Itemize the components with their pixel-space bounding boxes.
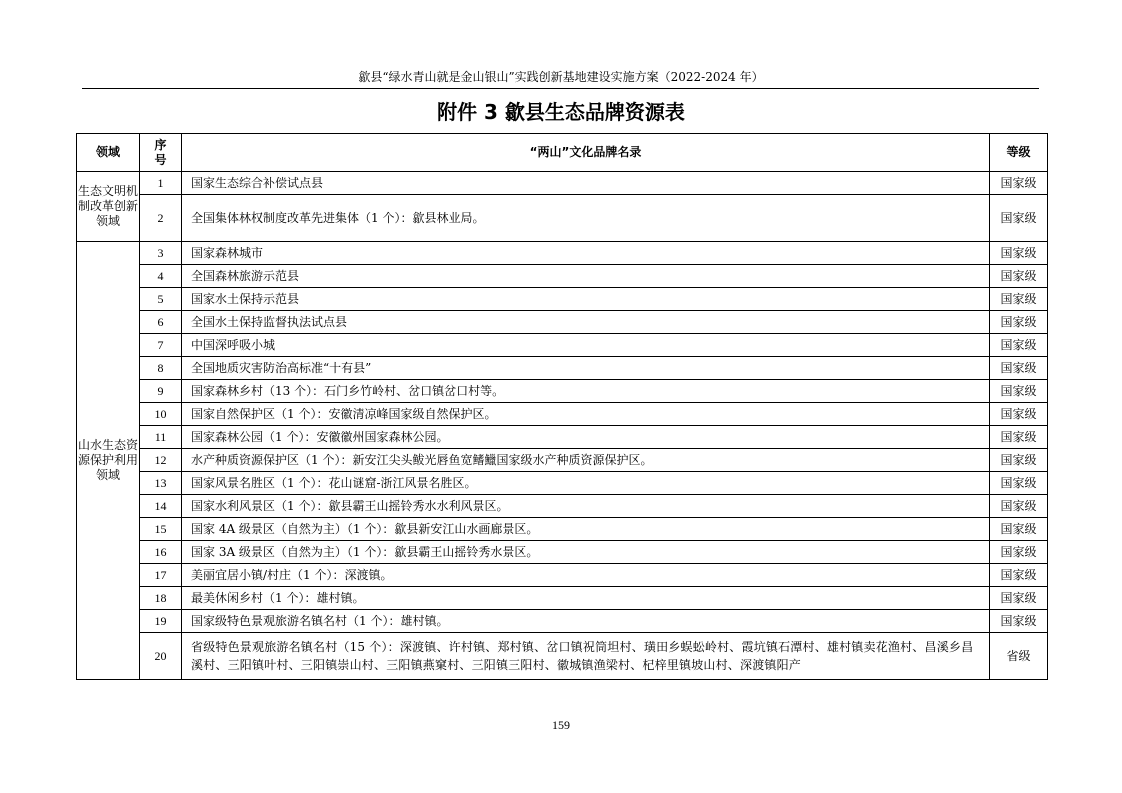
table-row <box>77 288 1048 311</box>
table-row <box>77 564 1048 587</box>
table-header-row <box>77 134 1048 172</box>
row-number: 12 <box>140 449 182 472</box>
brand-name: 美丽宜居小镇/村庄（1 个）：深渡镇。 <box>182 564 990 587</box>
level-cell: 国家级 <box>990 380 1048 403</box>
table-row <box>77 195 1048 242</box>
brand-name: 国家级特色景观旅游名镇名村（1 个）：雄村镇。 <box>182 610 990 633</box>
row-number: 15 <box>140 518 182 541</box>
table-row <box>77 172 1048 195</box>
row-number: 13 <box>140 472 182 495</box>
table-row <box>77 242 1048 265</box>
table-row <box>77 518 1048 541</box>
running-header: 歙县“绿水青山就是金山银山”实践创新基地建设实施方案（2022-2024 年） <box>358 70 764 84</box>
brand-name: 全国水土保持监督执法试点县 <box>182 311 990 334</box>
level-cell: 国家级 <box>990 311 1048 334</box>
table-row <box>77 587 1048 610</box>
brand-name: 省级特色景观旅游名镇名村（15 个）：深渡镇、许村镇、郑村镇、岔口镇祝筒坦村、璜田乡蜈蚣岭村、霞坑镇石潭村、雄村镇卖花渔村、昌溪乡昌溪村、三阳镇叶村、三阳镇崇山村、三阳镇燕窠村、三阳镇三阳村、徽城镇渔梁村、杞梓里镇坡山村、深渡镇阳产 <box>182 633 990 680</box>
level-cell: 国家级 <box>990 472 1048 495</box>
brand-name: 国家 4A 级景区（自然为主）（1 个）：歙县新安江山水画廊景区。 <box>182 518 990 541</box>
row-number: 18 <box>140 587 182 610</box>
row-number: 17 <box>140 564 182 587</box>
row-number: 3 <box>140 242 182 265</box>
brand-name: 国家水利风景区（1 个）：歙县霸王山摇铃秀水水利风景区。 <box>182 495 990 518</box>
table-row <box>77 449 1048 472</box>
level-cell: 国家级 <box>990 265 1048 288</box>
level-cell: 国家级 <box>990 587 1048 610</box>
table-row <box>77 472 1048 495</box>
col-header-num: 序号 <box>140 134 182 172</box>
brand-name: 国家风景名胜区（1 个）：花山谜窟-浙江风景名胜区。 <box>182 472 990 495</box>
row-number: 6 <box>140 311 182 334</box>
page-title: 附件 3 歙县生态品牌资源表 <box>437 100 685 124</box>
row-number: 16 <box>140 541 182 564</box>
row-number: 9 <box>140 380 182 403</box>
brand-name: 最美休闲乡村（1 个）：雄村镇。 <box>182 587 990 610</box>
row-number: 20 <box>140 633 182 680</box>
row-number: 11 <box>140 426 182 449</box>
level-cell: 国家级 <box>990 541 1048 564</box>
level-cell: 国家级 <box>990 564 1048 587</box>
row-number: 1 <box>140 172 182 195</box>
header-rule <box>82 88 1039 89</box>
area-cell: 生态文明机制改革创新领域 <box>77 172 140 242</box>
level-cell: 国家级 <box>990 288 1048 311</box>
table-row <box>77 541 1048 564</box>
level-cell: 国家级 <box>990 610 1048 633</box>
row-number: 8 <box>140 357 182 380</box>
table-row <box>77 357 1048 380</box>
brand-name: 全国地质灾害防治高标准“十有县” <box>182 357 990 380</box>
level-cell: 国家级 <box>990 357 1048 380</box>
table-row <box>77 334 1048 357</box>
level-cell: 国家级 <box>990 403 1048 426</box>
level-cell: 国家级 <box>990 426 1048 449</box>
table-row <box>77 403 1048 426</box>
row-number: 7 <box>140 334 182 357</box>
brand-name: 全国森林旅游示范县 <box>182 265 990 288</box>
table-row <box>77 495 1048 518</box>
brand-resource-table <box>76 133 1048 680</box>
col-header-level: 等级 <box>990 134 1048 172</box>
brand-name: 水产种质资源保护区（1 个）：新安江尖头鲅光唇鱼宽鳍鱲国家级水产种质资源保护区。 <box>182 449 990 472</box>
brand-name: 国家森林公园（1 个）：安徽徽州国家森林公园。 <box>182 426 990 449</box>
level-cell: 国家级 <box>990 172 1048 195</box>
level-cell: 国家级 <box>990 334 1048 357</box>
level-cell: 省级 <box>990 633 1048 680</box>
table-row <box>77 633 1048 680</box>
row-number: 4 <box>140 265 182 288</box>
table-row <box>77 311 1048 334</box>
row-number: 2 <box>140 195 182 242</box>
brand-name: 国家生态综合补偿试点县 <box>182 172 990 195</box>
table-row <box>77 610 1048 633</box>
table-row <box>77 265 1048 288</box>
page-number: 159 <box>552 718 570 732</box>
brand-name: 国家自然保护区（1 个）：安徽清凉峰国家级自然保护区。 <box>182 403 990 426</box>
row-number: 14 <box>140 495 182 518</box>
brand-name: 国家森林城市 <box>182 242 990 265</box>
area-cell: 山水生态资源保护利用领域 <box>77 242 140 680</box>
brand-name: 中国深呼吸小城 <box>182 334 990 357</box>
level-cell: 国家级 <box>990 195 1048 242</box>
col-header-area: 领域 <box>77 134 140 172</box>
brand-name: 国家 3A 级景区（自然为主）（1 个）：歙县霸王山摇铃秀水景区。 <box>182 541 990 564</box>
brand-name: 国家水土保持示范县 <box>182 288 990 311</box>
col-header-name: “两山”文化品牌名录 <box>182 134 990 172</box>
table-row <box>77 380 1048 403</box>
level-cell: 国家级 <box>990 518 1048 541</box>
level-cell: 国家级 <box>990 242 1048 265</box>
row-number: 19 <box>140 610 182 633</box>
level-cell: 国家级 <box>990 495 1048 518</box>
table-row <box>77 426 1048 449</box>
level-cell: 国家级 <box>990 449 1048 472</box>
brand-name: 全国集体林权制度改革先进集体（1 个）：歙县林业局。 <box>182 195 990 242</box>
row-number: 10 <box>140 403 182 426</box>
row-number: 5 <box>140 288 182 311</box>
brand-name: 国家森林乡村（13 个）：石门乡竹岭村、岔口镇岔口村等。 <box>182 380 990 403</box>
